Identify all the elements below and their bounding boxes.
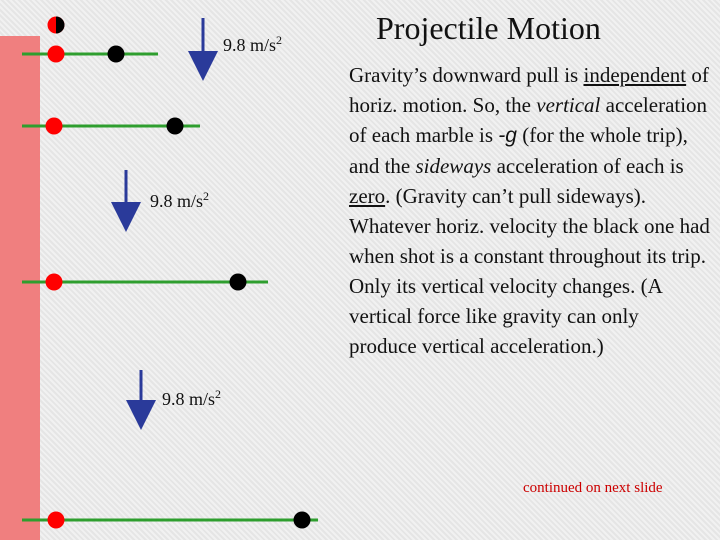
red-marble <box>48 512 65 529</box>
acceleration-label-1: 9.8 $m/s^2$ <box>223 33 283 55</box>
black-marble <box>108 46 125 63</box>
red-marble <box>46 274 63 291</box>
red-marble <box>46 118 63 135</box>
acceleration-label-2: 9.8 $m/s^2$ <box>150 189 210 211</box>
acceleration-label-3: 9.8 $m/s^2$ <box>162 387 222 409</box>
slide-title: Projectile Motion <box>376 10 601 46</box>
black-marble <box>230 274 247 291</box>
black-marble <box>294 512 311 529</box>
explanation-paragraph: Gravity’s downward pull is independent of horiz. motion. So, the vertical acceleration of each marble is -g (for the whole trip), and the sideways acceleration of each is zero. (Gravity can’t pull sideways). Whatever horiz. velocity the black one had when shot is a constant throughout its trip. Only its vertical velocity changes. (A vertical force like gravity can only produce vertical acceleration.) <box>349 63 710 358</box>
black-marble <box>167 118 184 135</box>
black-marble-start-half <box>56 17 64 34</box>
continued-link[interactable]: continued on next slide <box>523 480 663 496</box>
red-marble <box>48 46 65 63</box>
